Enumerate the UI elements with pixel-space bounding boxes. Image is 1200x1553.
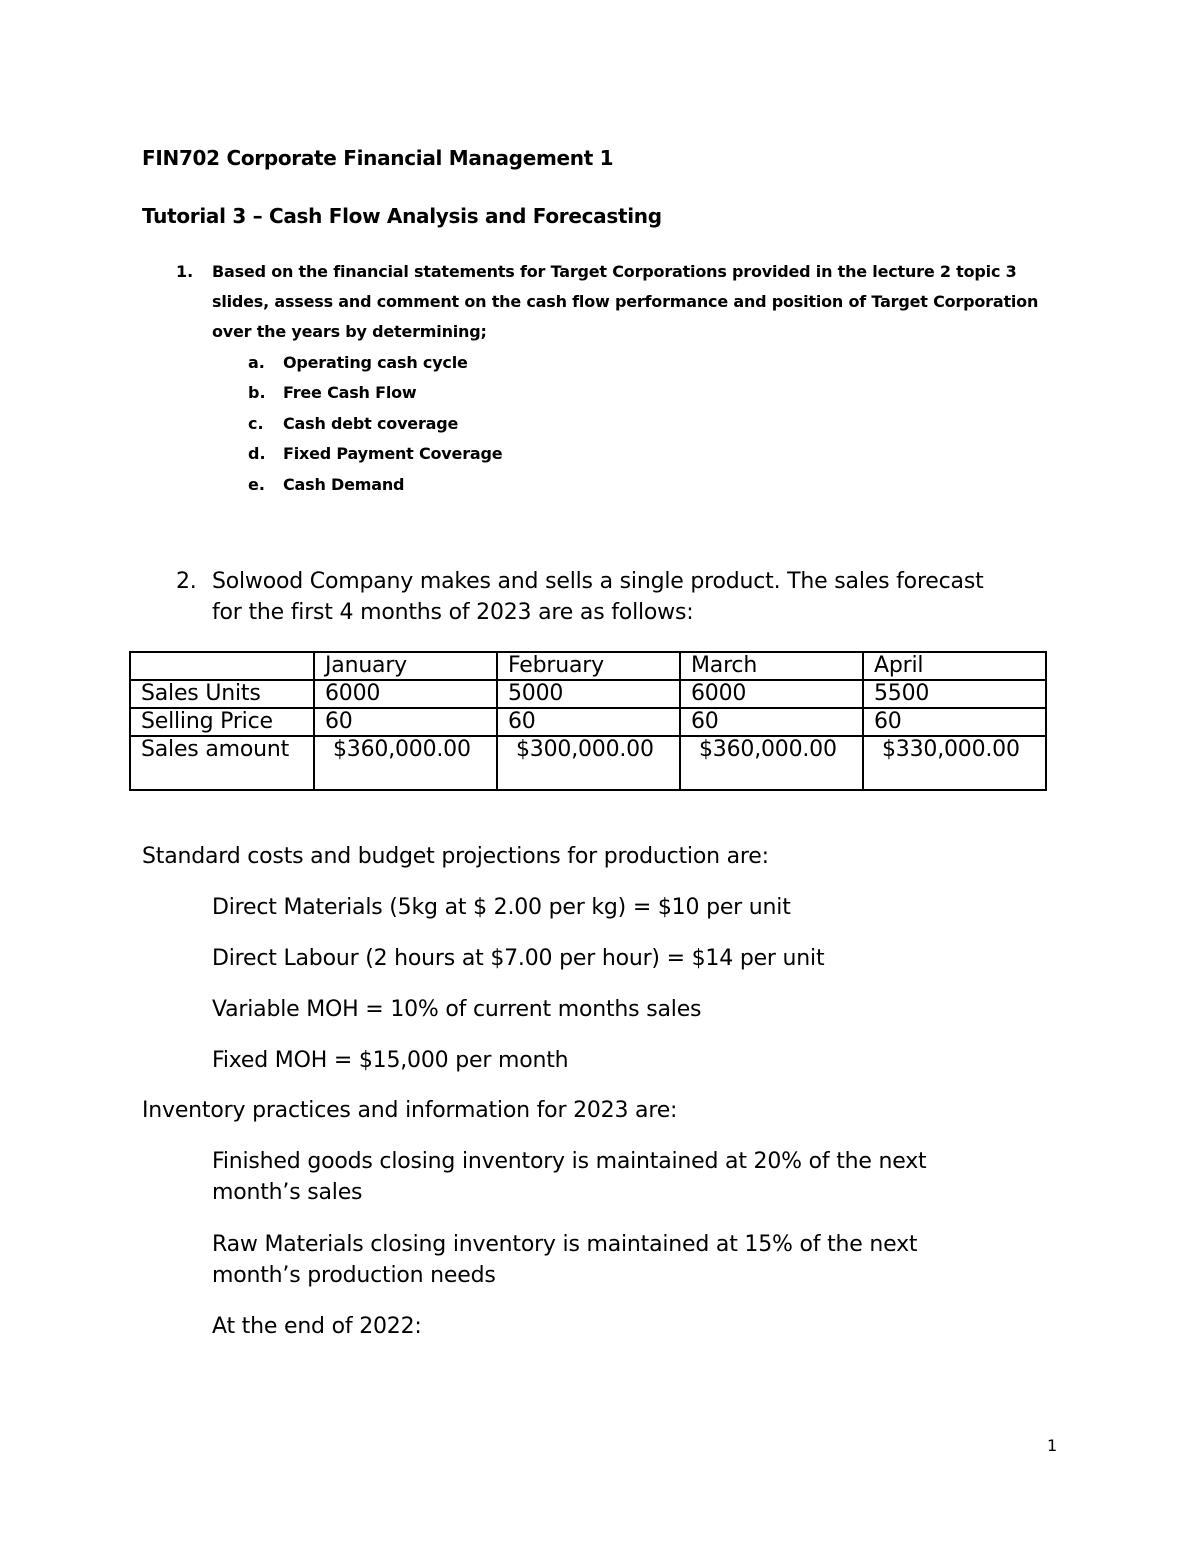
sub-item-letter: e. [248,475,265,494]
table-header-cell [130,652,314,680]
sub-item-cash-demand: Cash Demand [283,475,405,494]
sub-item-letter: b. [248,383,266,402]
table-cell: $300,000.00 [497,736,680,790]
question-1-line: slides, assess and comment on the cash flow performance and position of Target Corporation [212,292,1039,311]
question-1-number: 1. [176,262,194,281]
table-cell: 60 [314,708,497,736]
sales-forecast-table [129,651,1047,791]
cost-item-direct-materials: Direct Materials (5kg at $ 2.00 per kg) = $10 per unit [212,895,791,920]
table-row [130,736,1046,790]
sub-item-operating-cash-cycle: Operating cash cycle [283,353,468,372]
finished-goods-line: Finished goods closing inventory is maintained at 20% of the next [212,1149,927,1174]
table-cell: 5500 [863,680,1046,708]
question-2-line: for the first 4 months of 2023 are as follows: [212,600,694,625]
question-2-line: Solwood Company makes and sells a single product. The sales forecast [212,569,984,594]
cost-item-fixed-moh: Fixed MOH = $15,000 per month [212,1048,569,1073]
sub-item-letter: c. [248,414,264,433]
table-header-cell: March [680,652,863,680]
question-1-line: over the years by determining; [212,322,487,341]
cost-item-direct-labour: Direct Labour (2 hours at $7.00 per hour) = $14 per unit [212,946,825,971]
table-cell: 5000 [497,680,680,708]
table-header-cell: January [314,652,497,680]
table-cell: $330,000.00 [863,736,1046,790]
table-row [130,708,1046,736]
table-cell: Sales Units [130,680,314,708]
question-2-number: 2. [176,569,197,594]
table-cell: 60 [680,708,863,736]
page-number: 1 [1047,1436,1058,1455]
sub-item-cash-debt-coverage: Cash debt coverage [283,414,459,433]
tutorial-title: Tutorial 3 – Cash Flow Analysis and Forecasting [142,204,662,228]
raw-materials-line: Raw Materials closing inventory is maintained at 15% of the next [212,1232,918,1257]
end-of-year-label: At the end of 2022: [212,1314,422,1339]
table-cell: Selling Price [130,708,314,736]
table-cell: $360,000.00 [314,736,497,790]
table-cell: 6000 [314,680,497,708]
table-header-row [130,652,1046,680]
sub-item-letter: a. [248,353,265,372]
sub-item-free-cash-flow: Free Cash Flow [283,383,417,402]
sub-item-fixed-payment-coverage: Fixed Payment Coverage [283,444,503,463]
table-cell: $360,000.00 [680,736,863,790]
sub-item-letter: d. [248,444,266,463]
table-row [130,680,1046,708]
table-header-cell: April [863,652,1046,680]
table-cell: 60 [497,708,680,736]
table-cell: Sales amount [130,736,314,790]
raw-materials-line: month’s production needs [212,1263,496,1288]
standard-costs-intro: Standard costs and budget projections for production are: [142,844,769,869]
table-cell: 6000 [680,680,863,708]
finished-goods-line: month’s sales [212,1180,363,1205]
table-header-cell: February [497,652,680,680]
inventory-intro: Inventory practices and information for 2023 are: [142,1098,678,1123]
course-title: FIN702 Corporate Financial Management 1 [142,146,614,170]
question-1-line: Based on the financial statements for Target Corporations provided in the lecture 2 topic 3 [212,262,1017,281]
table-cell: 60 [863,708,1046,736]
cost-item-variable-moh: Variable MOH = 10% of current months sales [212,997,702,1022]
